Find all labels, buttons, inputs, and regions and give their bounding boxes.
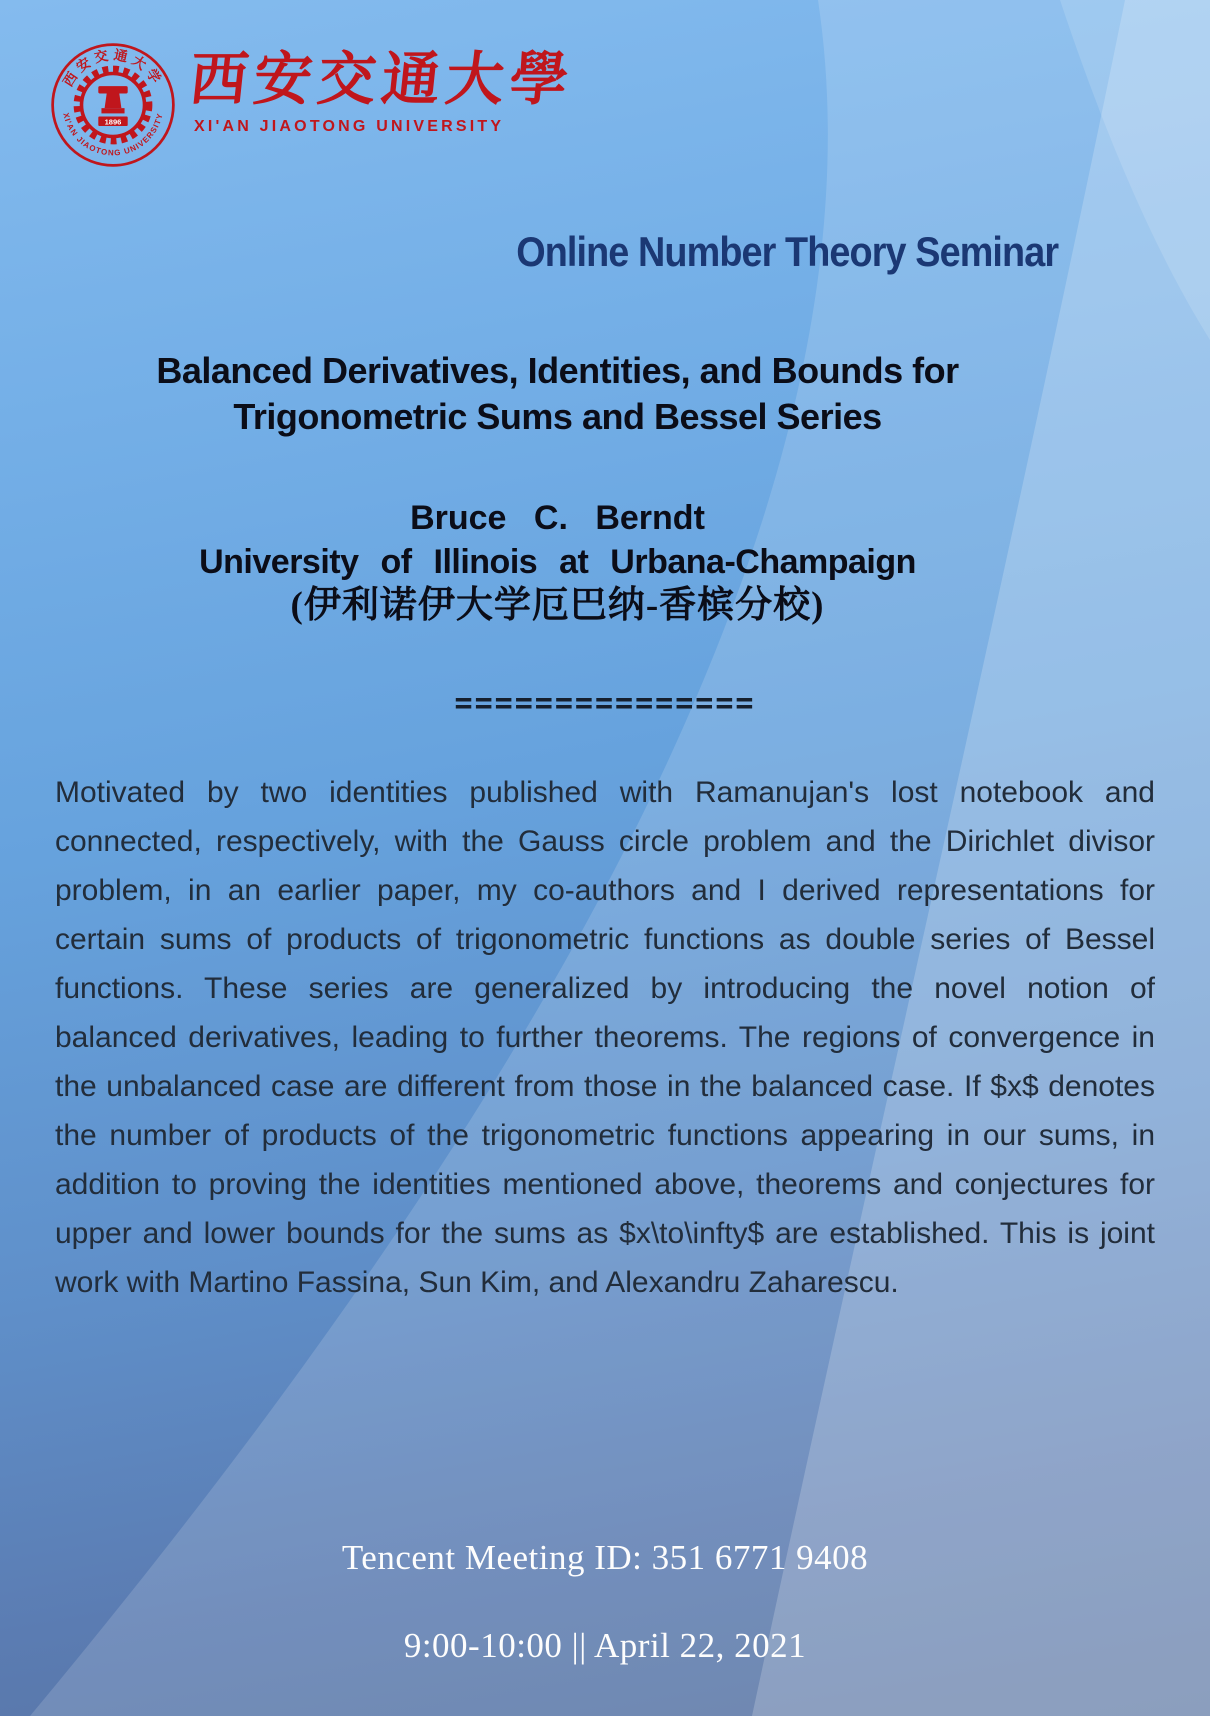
speaker-affiliation-chinese: (伊利诺伊大学厄巴纳-香槟分校)	[290, 585, 825, 626]
speaker-name: Bruce C. Berndt	[410, 499, 705, 537]
university-wordmark	[186, 42, 578, 136]
time-date-line: 9:00-10:00 || April 22, 2021	[403, 1626, 807, 1665]
meeting-id-line: Tencent Meeting ID: 351 6771 9408	[341, 1538, 869, 1577]
university-name-english: XI'AN JIAOTONG UNIVERSITY	[194, 118, 505, 135]
talk-title	[0, 348, 1115, 440]
separator-line: ===============	[454, 686, 756, 721]
seal-ring-text: XI'AN JIAOTONG UNIVERSITY	[61, 111, 165, 158]
university-name-chinese: 西安交通大學	[186, 45, 578, 113]
seal-top-arc-text: 西安交通大学	[60, 47, 166, 90]
series-title	[0, 228, 1058, 276]
series-title-text: Online Number Theory Seminar	[516, 228, 1058, 275]
university-logo-block	[50, 42, 578, 168]
university-seal-icon	[50, 42, 176, 168]
speaker-affiliation-english: University of Illinois at Urbana-Champaign	[199, 543, 916, 581]
talk-title-line2: Trigonometric Sums and Bessel Series	[233, 396, 882, 437]
seal-year-label: 1896	[104, 117, 122, 127]
abstract-text: Motivated by two identities published with Ramanujan's lost notebook and connected, respectively, with the Gauss circle problem and the Dirichlet divisor problem, in an earlier paper, my co-authors and I derived representations for certain sums of products of trigonometric functions as double series of Bessel functions. These series are generalized by introducing the novel notion of balanced derivatives, leading to further theorems. The regions of convergence in the unbalanced case are different from those in the balanced case. If $x$ denotes the number of products of the trigonometric functions appearing in our sums, in addition to proving the identities mentioned above, theorems and conjectures for upper and lower bounds for the sums as $x\to\infty$ are established. This is joint work with Martino Fassina, Sun Kim, and Alexandru Zaharescu.	[55, 776, 1155, 1299]
talk-title-line1: Balanced Derivatives, Identities, and Bounds for	[156, 350, 959, 391]
speaker-block	[0, 496, 1115, 628]
